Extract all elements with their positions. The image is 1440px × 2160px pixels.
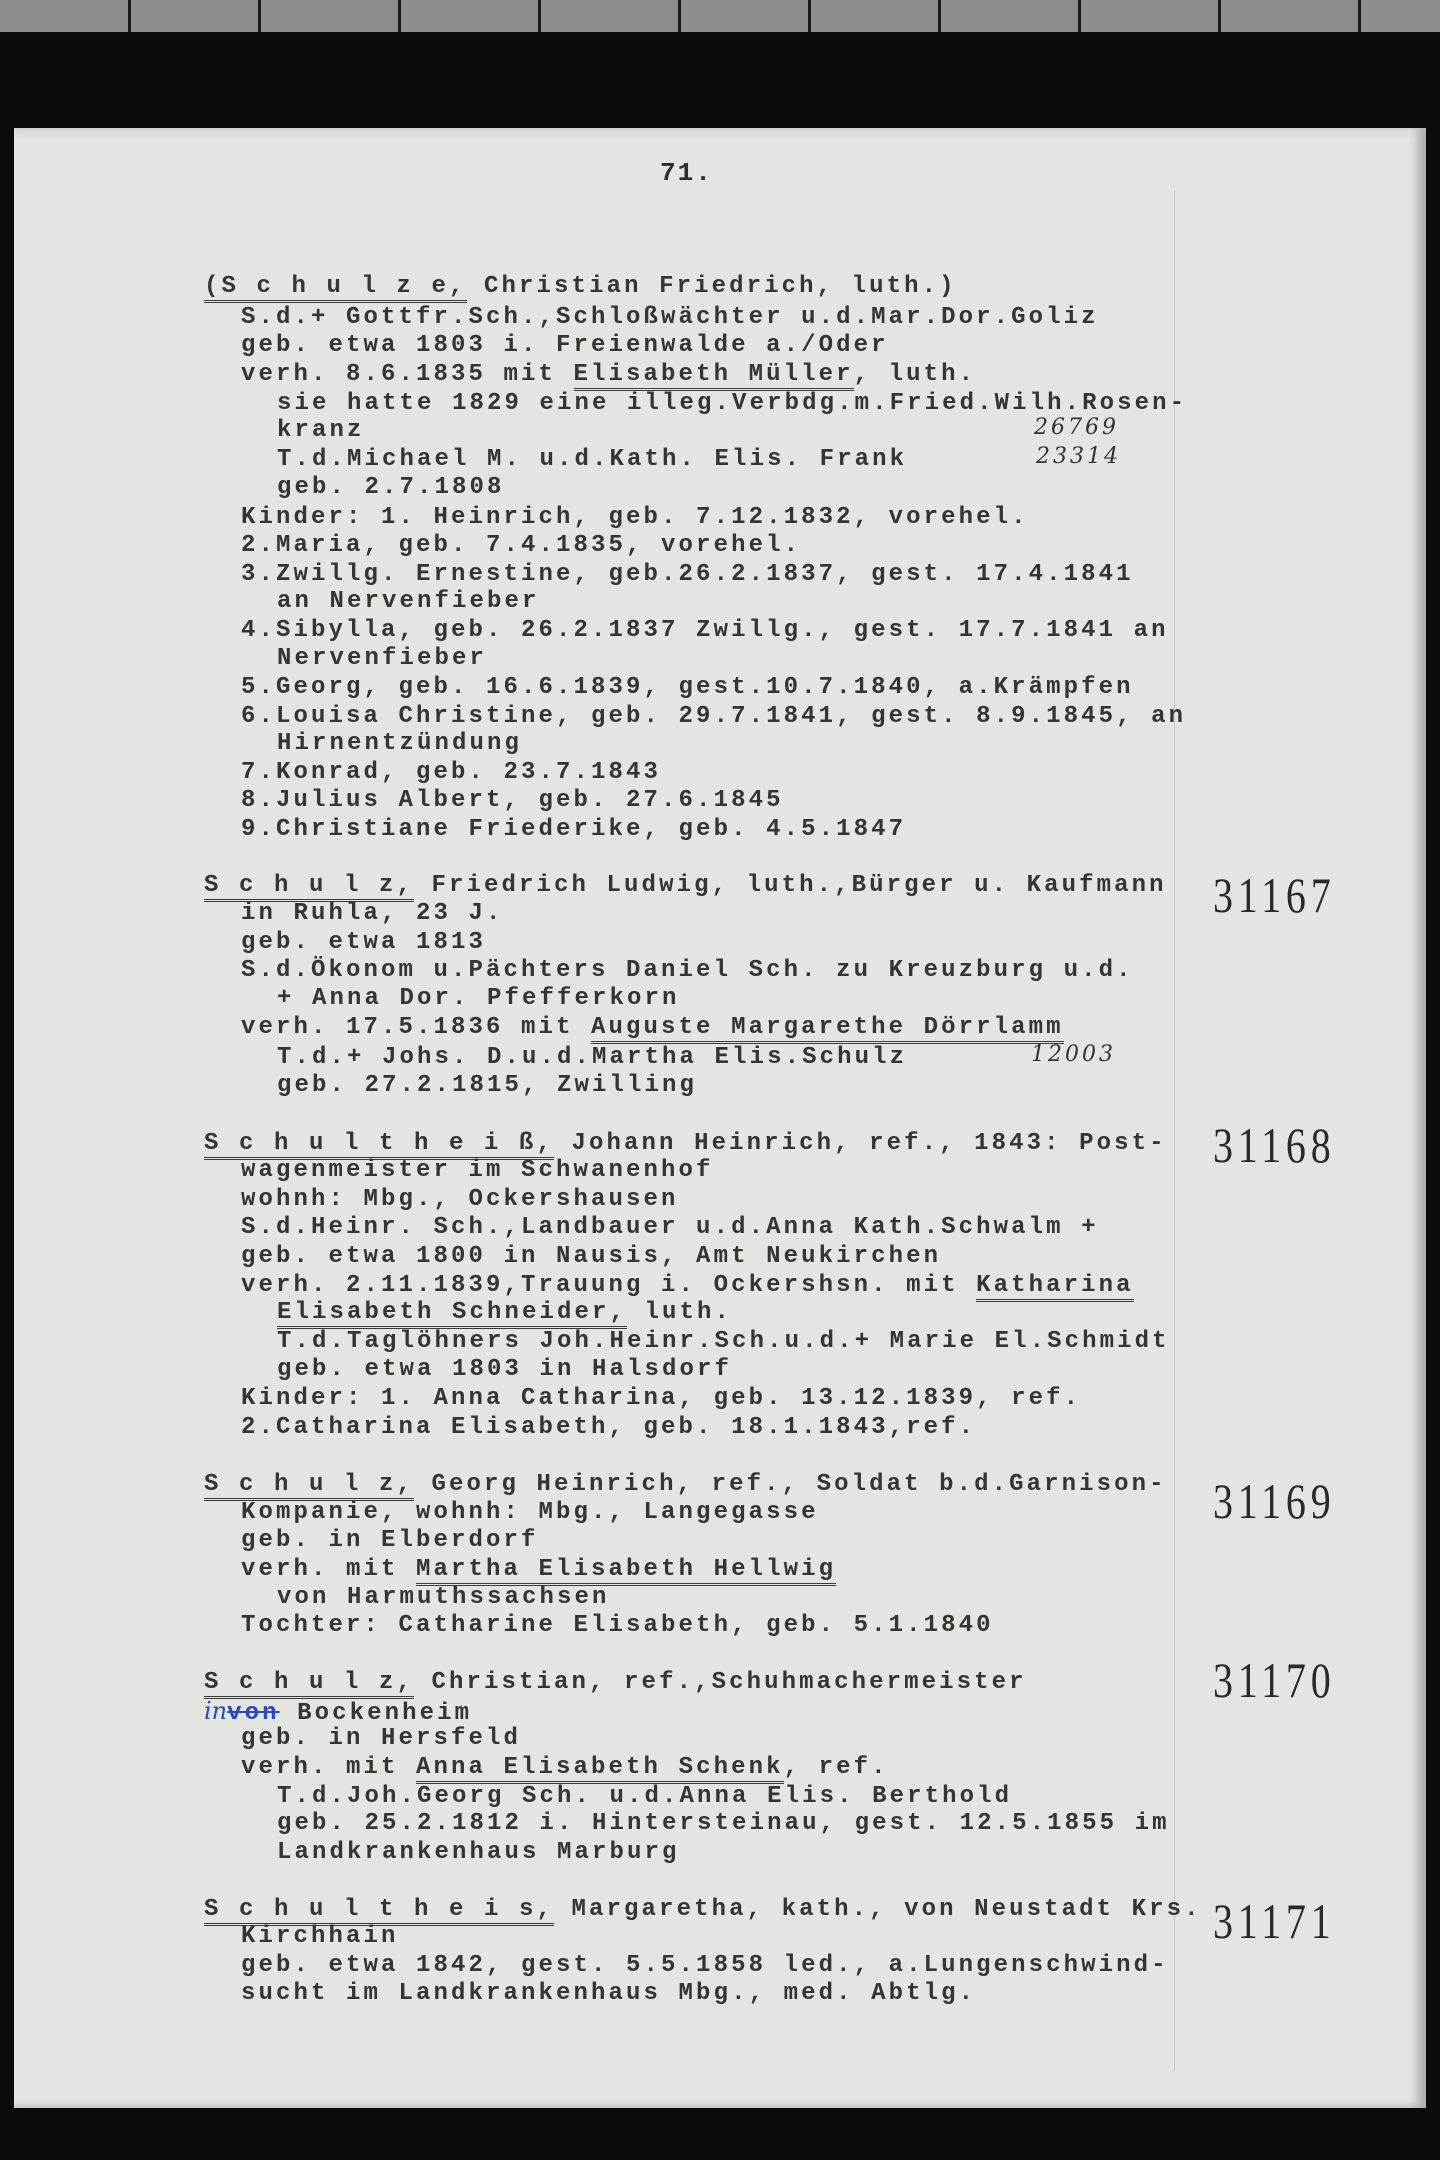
entry-number-stamp: 31169 [1213, 1473, 1336, 1529]
underlined-name: (S c h u l z e, [204, 273, 467, 303]
text: Hirnentzündung [277, 730, 523, 757]
entry-text-line [241, 816, 906, 844]
entry-heading-line [204, 1669, 1027, 1697]
entry-text-line [241, 703, 1186, 731]
text: Tochter: Catharine Elisabeth, geb. 5.1.1840 [241, 1612, 994, 1639]
entry-text-line [277, 1839, 680, 1867]
handwritten-reference-number: 12003 [1031, 1042, 1116, 1067]
entry-text-line [241, 674, 1134, 702]
underlined-name: S c h u l z, [204, 872, 414, 902]
text: Christian Friedrich, luth.) [466, 273, 957, 300]
entry-text-line [277, 588, 540, 616]
text: S.d.Ökonom u.Pächters Daniel Sch. zu Kreuzburg u.d. [241, 957, 1134, 984]
entry-text-line [241, 1186, 679, 1214]
underlined-name: Auguste Margarethe Dörrlamm [591, 1014, 1064, 1044]
entry-text-line [241, 1385, 1081, 1413]
text: , luth. [853, 361, 977, 388]
entry-text-line [241, 1952, 1169, 1980]
text: geb. 2.7.1808 [277, 474, 505, 501]
handwritten-correction: in [204, 1697, 228, 1725]
text: 3.Zwillg. Ernestine, geb.26.2.1837, gest. 17.4.1841 [241, 561, 1134, 588]
text: verh. 17.5.1836 mit [241, 1014, 592, 1041]
struck-out-text: von [227, 1700, 280, 1727]
text: S.d.+ Gottfr.Sch.,Schloßwächter u.d.Mar.Dor.Goliz [241, 304, 1099, 331]
entry-number-stamp: 31167 [1213, 867, 1336, 923]
entry-heading-line [204, 872, 1167, 900]
text: T.d.Taglöhners Joh.Heinr.Sch.u.d.+ Marie El.Schmidt [277, 1328, 1170, 1355]
entry-text-line [241, 532, 801, 560]
text: T.d.+ Johs. D.u.d.Martha Elis.Schulz [277, 1044, 908, 1071]
text: 2.Maria, geb. 7.4.1835, vorehel. [241, 532, 802, 559]
underlined-name: S c h u l z, [204, 1471, 414, 1501]
text: geb. etwa 1803 i. Freienwalde a./Oder [241, 332, 889, 359]
text: Kirchhain [241, 1923, 399, 1950]
entry-text-line [241, 304, 1099, 332]
underlined-name: Martha Elisabeth Hellwig [416, 1556, 836, 1586]
text: 8.Julius Albert, geb. 27.6.1845 [241, 787, 784, 814]
underlined-name: S c h u l z, [204, 1669, 414, 1699]
text: Bockenheim [279, 1700, 473, 1727]
entry-text-line [241, 1414, 976, 1442]
text: geb. etwa 1800 in Nausis, Amt Neukirchen [241, 1243, 942, 1270]
text: sie hatte 1829 eine illeg.Verbdg.m.Fried.Wilh.Rosen- [277, 390, 1188, 417]
entry-heading-line [204, 273, 957, 301]
underlined-name: Anna Elisabeth Schenk [416, 1754, 784, 1784]
text: Kinder: 1. Anna Catharina, geb. 13.12.1839, ref. [241, 1385, 1082, 1412]
entry-text-line [241, 1214, 1099, 1242]
text: 5.Georg, geb. 16.6.1839, gest.10.7.1840, a.Krämpfen [241, 674, 1134, 701]
entry-text-line [277, 417, 365, 445]
entry-text-line [277, 446, 907, 474]
text: wohnh: Mbg., Ockershausen [241, 1186, 679, 1213]
entry-text-line [277, 1328, 1170, 1356]
entry-number-stamp: 31168 [1213, 1117, 1336, 1173]
text: 9.Christiane Friederike, geb. 4.5.1847 [241, 816, 907, 843]
text: geb. etwa 1803 in Halsdorf [277, 1356, 733, 1383]
entry-text-line [241, 1612, 994, 1640]
entry-text-line [277, 1072, 697, 1100]
text: verh. mit [241, 1754, 417, 1781]
text: 6.Louisa Christine, geb. 29.7.1841, gest. 8.9.1845, an [241, 703, 1187, 730]
text: Landkrankenhaus Marburg [277, 1839, 680, 1866]
text: 2.Catharina Elisabeth, geb. 18.1.1843,ref. [241, 1414, 977, 1441]
text: S.d.Heinr. Sch.,Landbauer u.d.Anna Kath.Schwalm + [241, 1214, 1099, 1241]
underlined-name: S c h u l t h e i s, [204, 1896, 554, 1926]
entry-text-line [277, 1356, 732, 1384]
entry-text-line [241, 1157, 714, 1185]
underlined-name: Elisabeth Müller [574, 361, 854, 391]
text: 4.Sibylla, geb. 26.2.1837 Zwillg., gest. 17.7.1841 an [241, 617, 1169, 644]
entry-text-line [241, 1014, 1064, 1042]
text: , ref. [783, 1754, 889, 1781]
entry-text-line [241, 957, 1134, 985]
entry-text-line [241, 504, 1029, 532]
text: Kinder: 1. Heinrich, geb. 7.12.1832, vorehel. [241, 504, 1029, 531]
text: T.d.Joh.Georg Sch. u.d.Anna Elis. Berthold [277, 1783, 1013, 1810]
text: geb. etwa 1813 [241, 929, 487, 956]
entry-text-line [277, 1810, 1170, 1838]
entry-text-line [241, 1923, 399, 1951]
entry-heading-line [204, 1130, 1167, 1158]
entry-text-line [277, 1044, 907, 1072]
entry-text-line [241, 1980, 976, 2008]
text: Johann Heinrich, ref., 1843: Post- [554, 1130, 1167, 1157]
text: geb. in Elberdorf [241, 1527, 539, 1554]
text: wagenmeister im Schwanenhof [241, 1157, 714, 1184]
text: 7.Konrad, geb. 23.7.1843 [241, 759, 662, 786]
entry-text-line [241, 929, 486, 957]
underlined-name: Elisabeth Schneider, [277, 1299, 627, 1329]
text: verh. 2.11.1839,Trauung i. Ockershsn. mit [241, 1272, 977, 1299]
text: sucht im Landkrankenhaus Mbg., med. Abtlg. [241, 1980, 977, 2007]
text: + Anna Dor. Pfefferkorn [277, 985, 680, 1012]
text: an Nervenfieber [277, 588, 540, 615]
text: Kompanie, wohnh: Mbg., Langegasse [241, 1499, 819, 1526]
entry-heading-line [204, 1896, 1202, 1924]
text: verh. mit [241, 1556, 417, 1583]
page-number: 71. [660, 158, 713, 188]
text: geb. etwa 1842, gest. 5.5.1858 led., a.Lungenschwind- [241, 1952, 1169, 1979]
entry-heading-line [204, 1471, 1167, 1499]
entry-text-line [277, 985, 680, 1013]
scanner-top-strip [0, 0, 1440, 32]
entry-number-stamp: 31171 [1213, 1893, 1336, 1949]
entry-text-line [277, 1299, 732, 1327]
entry-text-line [241, 1272, 1134, 1300]
text: verh. 8.6.1835 mit [241, 361, 574, 388]
text: Friedrich Ludwig, luth.,Bürger u. Kaufmann [414, 872, 1167, 899]
text: T.d.Michael M. u.d.Kath. Elis. Frank [277, 446, 908, 473]
text: geb. 25.2.1812 i. Hintersteinau, gest. 12.5.1855 im [277, 1810, 1170, 1837]
entry-text-line [277, 474, 505, 502]
text: von Harmuthssachsen [277, 1584, 610, 1611]
underlined-name: S c h u l t h e i ß, [204, 1130, 554, 1160]
text: geb. in Hersfeld [241, 1725, 522, 1752]
entry-text-line [241, 1243, 941, 1271]
entry-text-line [241, 787, 784, 815]
text: Georg Heinrich, ref., Soldat b.d.Garnison- [414, 1471, 1167, 1498]
entry-text-line [241, 1754, 889, 1782]
entry-text-line [241, 617, 1169, 645]
entry-text-line [277, 730, 522, 758]
entry-text-line [241, 900, 504, 928]
entry-text-line [241, 1556, 836, 1584]
text: in Ruhla, 23 J. [241, 900, 504, 927]
underlined-name: Katharina [976, 1272, 1134, 1302]
text: luth. [627, 1299, 733, 1326]
entry-text-line [241, 1527, 539, 1555]
handwritten-reference-number: 23314 [1036, 444, 1121, 469]
entry-text-line [204, 1697, 472, 1725]
entry-text-line [241, 332, 889, 360]
entry-text-line [241, 1499, 819, 1527]
entry-text-line [277, 390, 1187, 418]
text: Nervenfieber [277, 645, 488, 672]
text: kranz [277, 417, 365, 444]
margin-rule [1174, 190, 1175, 2070]
entry-text-line [277, 1584, 610, 1612]
entry-text-line [277, 1783, 1012, 1811]
entry-text-line [277, 645, 487, 673]
entry-text-line [241, 759, 661, 787]
entry-text-line [241, 561, 1134, 589]
handwritten-reference-number: 26769 [1034, 415, 1119, 440]
text: geb. 27.2.1815, Zwilling [277, 1072, 698, 1099]
entry-text-line [241, 1725, 521, 1753]
text: Margaretha, kath., von Neustadt Krs. [554, 1896, 1202, 1923]
entry-number-stamp: 31170 [1213, 1652, 1336, 1708]
entry-text-line [241, 361, 976, 389]
text: Christian, ref.,Schuhmachermeister [414, 1669, 1027, 1696]
